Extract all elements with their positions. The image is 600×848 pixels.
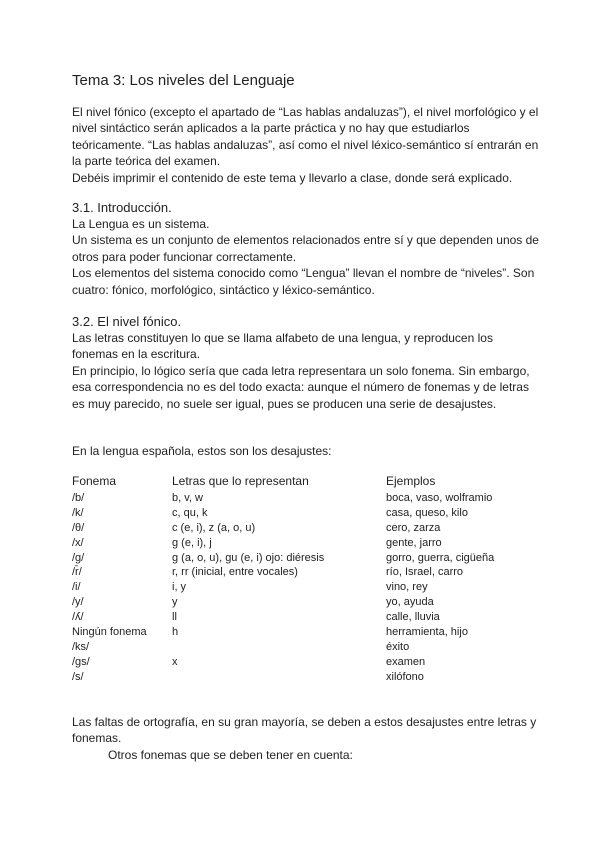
cell-letras: g (a, o, u), gu (e, i) ojo: diéresis [172, 551, 325, 564]
cell-ejemplos: examen [386, 655, 426, 668]
section-nivel-fonico [72, 313, 542, 412]
cell-ejemplos: herramienta, hijo [386, 626, 468, 639]
closing-paragraph: Las faltas de ortografía, en su gran mayoría, se deben a estos desajustes entre letras y fonemas. [72, 715, 537, 746]
document-title: Tema 3: Los niveles del Lenguaje [72, 72, 295, 89]
column-header-ejemplos: Ejemplos [386, 474, 436, 488]
section-paragraph: En principio, lo lógico sería que cada letra representara un solo fonema. Sin embargo, esa correspondencia no es del todo exacta: aunque el número de fonemas y de letras es muy parecido, no suele ser igual, pues se producen una serie de desajustes. [72, 363, 530, 411]
cell-fonema: /ʎ/ [72, 611, 84, 624]
table-row [72, 596, 542, 611]
cell-ejemplos: éxito [386, 640, 410, 653]
cell-ejemplos: cero, zarza [386, 521, 441, 534]
section-paragraph: Un sistema es un conjunto de elementos relacionados entre sí y que dependen unos de otros para poder funcionar correctamente. [72, 233, 539, 264]
cell-fonema: Ningún fonema [72, 626, 147, 639]
table-row [72, 581, 542, 596]
cell-ejemplos: río, Israel, carro [386, 566, 464, 579]
cell-letras: x [172, 655, 178, 668]
cell-fonema: /b/ [72, 492, 85, 504]
cell-fonema: /i/ [72, 581, 81, 594]
cell-letras: y [172, 596, 178, 609]
cell-ejemplos: yo, ayuda [386, 596, 434, 609]
table-header-row [72, 474, 542, 492]
cell-fonema: /y/ [72, 596, 84, 609]
cell-letras: i, y [172, 581, 187, 594]
cell-fonema: /r̄/ [72, 566, 82, 579]
cell-letras: g (e, i), j [172, 536, 212, 549]
cell-letras: ll [172, 611, 177, 624]
cell-letras: c (e, i), z (a, o, u) [172, 521, 256, 534]
cell-ejemplos: calle, lluvia [386, 611, 440, 624]
intro-section [72, 104, 542, 186]
cell-fonema: /x/ [72, 536, 84, 549]
cell-ejemplos: gorro, guerra, cigüeña [386, 551, 495, 564]
table-row [72, 507, 542, 522]
table-row [72, 671, 542, 686]
cell-fonema: /g/ [72, 551, 85, 564]
cell-ejemplos: casa, queso, kilo [386, 506, 468, 519]
table-row [72, 626, 542, 641]
cell-ejemplos: xilófono [386, 670, 424, 683]
section-heading: 3.2. El nivel fónico. [72, 314, 182, 329]
desajustes-table [72, 474, 542, 686]
closing-section [72, 714, 542, 763]
cell-fonema: /s/ [72, 670, 84, 683]
cell-letras: r, rr (inicial, entre vocales) [172, 566, 298, 579]
table-row [72, 641, 542, 656]
intro-paragraph: El nivel fónico (excepto el apartado de “Las hablas andaluzas”), el nivel morfológico y el nivel sintáctico serán aplicados a la parte práctica y no hay que estudiarlos teóricamente. “Las hablas andaluzas”, así como el nivel léxico-semántico sí entrarán en la parte teórica del examen. [72, 105, 539, 169]
section-paragraph: La Lengua es un sistema. [72, 217, 210, 231]
column-header-fonema: Fonema [72, 474, 117, 488]
cell-ejemplos: vino, rey [386, 581, 428, 594]
table-body [72, 492, 542, 686]
table-row [72, 537, 542, 552]
cell-letras: h [172, 626, 179, 639]
table-row [72, 656, 542, 671]
cell-fonema: /gs/ [72, 655, 90, 668]
cell-letras: b, v, w [172, 492, 203, 504]
cell-fonema: /θ/ [72, 521, 85, 534]
cell-fonema: /k/ [72, 506, 84, 519]
table-row [72, 492, 542, 507]
table-row [72, 566, 542, 581]
table-row [72, 522, 542, 537]
column-header-letras: Letras que lo representan [172, 474, 309, 488]
section-heading: 3.1. Introducción. [72, 200, 172, 215]
intro-paragraph: Debéis imprimir el contenido de este tema y llevarlo a clase, donde será explicado. [72, 170, 513, 185]
section-paragraph: Los elementos del sistema conocido como “Lengua” llevan el nombre de “niveles”. Son cuatro: fónico, morfológico, sintáctico y léxico-semántico. [72, 266, 535, 297]
cell-ejemplos: boca, vaso, wolframio [386, 492, 493, 504]
table-intro: En la lengua española, estos son los desajustes: [72, 444, 332, 458]
section-paragraph: Las letras constituyen lo que se llama alfabeto de una lengua, y reproducen los fonemas en la escritura. [72, 331, 493, 362]
cell-ejemplos: gente, jarro [386, 536, 442, 549]
cell-fonema: /ks/ [72, 640, 90, 653]
table-row [72, 611, 542, 626]
cell-letras: c, qu, k [172, 506, 208, 519]
section-introduccion [72, 199, 542, 298]
closing-indented-line: Otros fonemas que se deben tener en cuenta: [108, 747, 353, 762]
table-row [72, 552, 542, 567]
